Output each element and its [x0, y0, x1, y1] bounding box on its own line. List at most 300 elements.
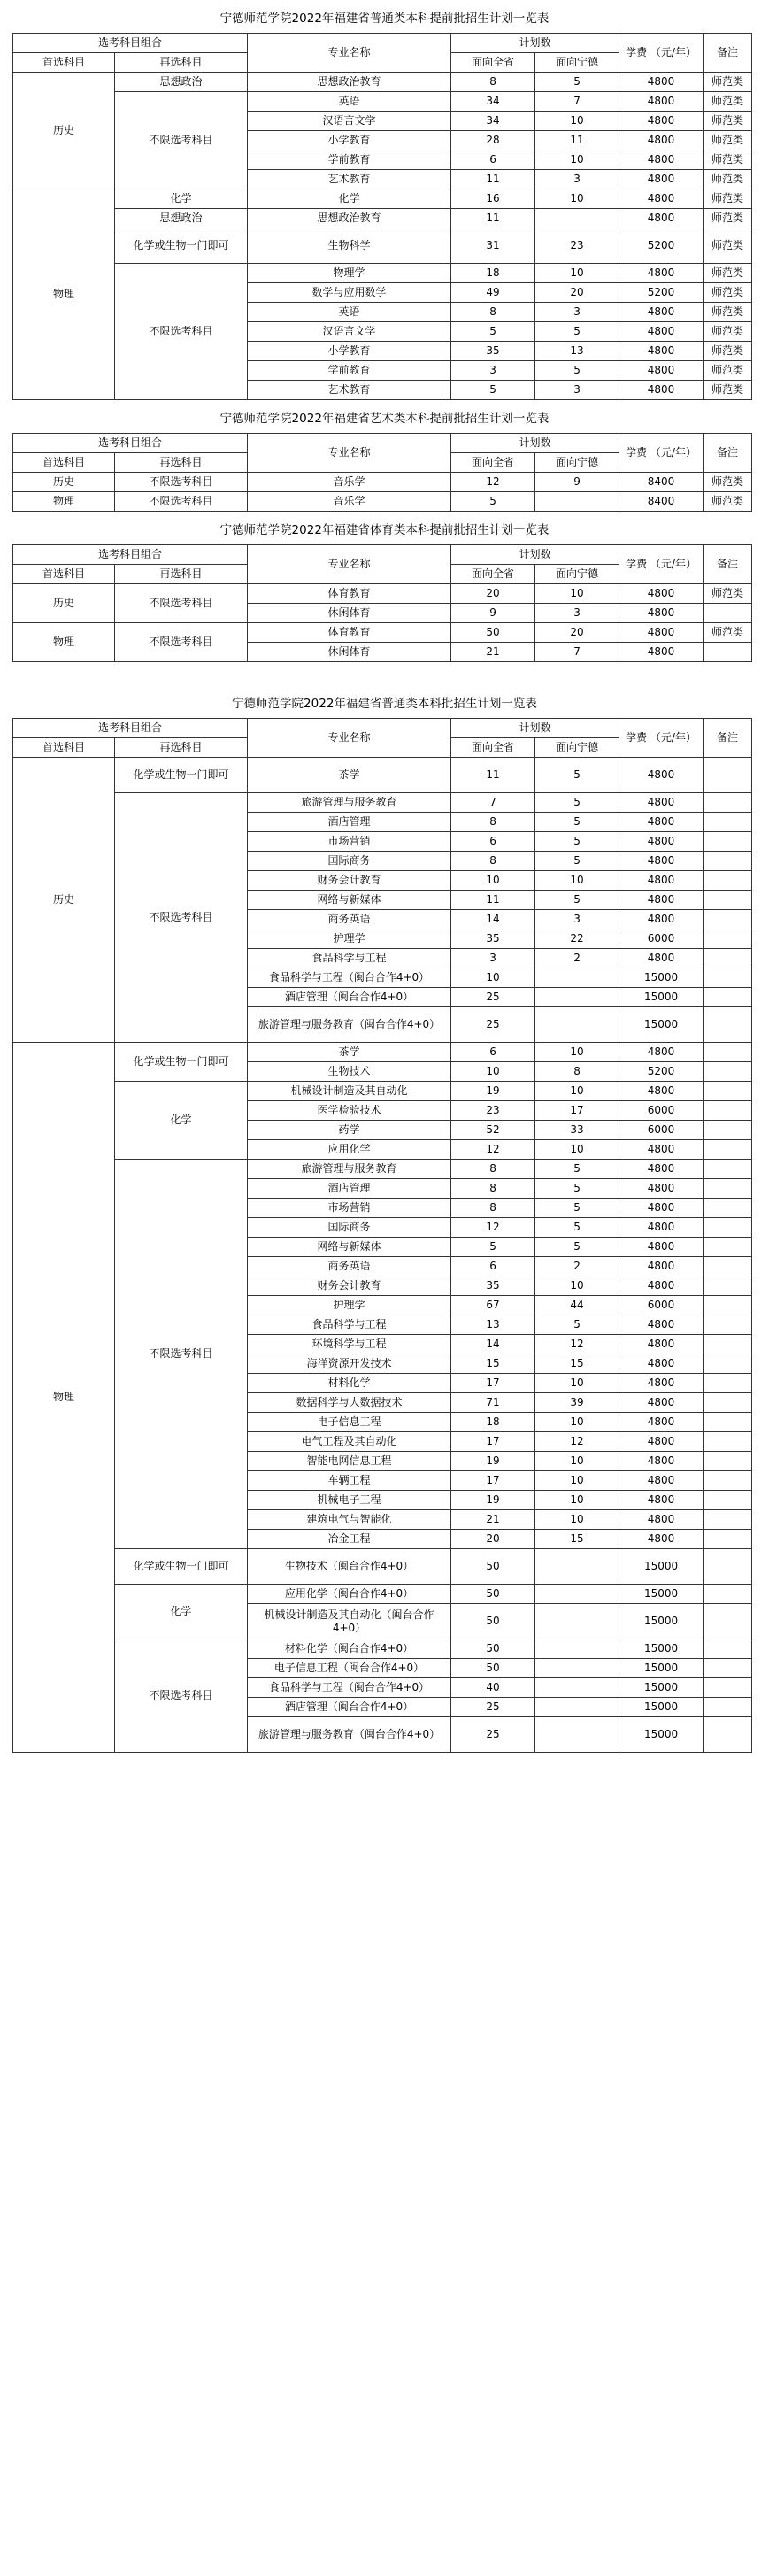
tuition-fee: 4800 — [619, 150, 704, 170]
plan-ningde: 10 — [535, 871, 619, 891]
remark — [704, 1678, 752, 1698]
second-subject-cell: 化学 — [115, 189, 248, 209]
remark — [704, 1585, 752, 1604]
plan-ningde: 10 — [535, 1413, 619, 1432]
remark: 师范类 — [704, 264, 752, 283]
plan-province: 18 — [451, 1413, 535, 1432]
major-name: 数学与应用数学 — [248, 283, 451, 303]
major-name: 酒店管理 — [248, 813, 451, 832]
remark — [704, 1413, 752, 1432]
plan-province: 3 — [451, 949, 535, 968]
plan-ningde: 5 — [535, 1160, 619, 1179]
plan-province: 35 — [451, 929, 535, 949]
tuition-fee: 4800 — [619, 604, 704, 623]
tuition-fee: 4800 — [619, 758, 704, 793]
plan-province: 6 — [451, 832, 535, 852]
major-name: 机械电子工程 — [248, 1491, 451, 1510]
major-name: 财务会计教育 — [248, 871, 451, 891]
table-row — [13, 189, 752, 209]
second-subject-cell: 化学或生物一门即可 — [115, 1549, 248, 1585]
tuition-fee: 4800 — [619, 73, 704, 92]
plan-ningde: 13 — [535, 342, 619, 361]
table-row — [13, 1082, 752, 1101]
plan-ningde — [535, 1678, 619, 1698]
major-name: 音乐学 — [248, 492, 451, 512]
header-fee: 学费 （元/年） — [619, 545, 704, 584]
plan-province: 19 — [451, 1452, 535, 1471]
major-name: 材料化学 — [248, 1374, 451, 1393]
plan-table — [12, 33, 752, 400]
tuition-fee: 4800 — [619, 303, 704, 322]
remark — [704, 1639, 752, 1659]
tuition-fee: 8400 — [619, 492, 704, 512]
remark: 师范类 — [704, 150, 752, 170]
table-row — [13, 1043, 752, 1062]
major-name: 化学 — [248, 189, 451, 209]
header-plan-prov: 面向全省 — [451, 53, 535, 73]
tuition-fee: 4800 — [619, 949, 704, 968]
plan-ningde — [535, 1717, 619, 1753]
plan-province: 8 — [451, 303, 535, 322]
major-name: 电子信息工程（闽台合作4+0） — [248, 1659, 451, 1678]
major-name: 旅游管理与服务教育 — [248, 793, 451, 813]
header-plan: 计划数 — [451, 434, 619, 453]
plan-ningde: 44 — [535, 1296, 619, 1315]
remark — [704, 1160, 752, 1179]
table-row — [13, 473, 752, 492]
tuition-fee: 15000 — [619, 1717, 704, 1753]
plan-ningde: 12 — [535, 1432, 619, 1452]
tuition-fee: 15000 — [619, 1604, 704, 1639]
plan-ningde: 10 — [535, 1491, 619, 1510]
tuition-fee: 4800 — [619, 342, 704, 361]
header-combo: 选考科目组合 — [13, 34, 248, 53]
remark: 师范类 — [704, 189, 752, 209]
plan-province: 25 — [451, 1717, 535, 1753]
plan-ningde — [535, 209, 619, 228]
remark: 师范类 — [704, 492, 752, 512]
major-name: 艺术教育 — [248, 170, 451, 189]
tuition-fee: 6000 — [619, 929, 704, 949]
header-plan-prov: 面向全省 — [451, 738, 535, 758]
tuition-fee: 5200 — [619, 283, 704, 303]
header-row — [13, 434, 752, 453]
remark — [704, 910, 752, 929]
header-major: 专业名称 — [248, 545, 451, 584]
tuition-fee: 4800 — [619, 1452, 704, 1471]
header-second: 再选科目 — [115, 453, 248, 473]
plan-ningde: 10 — [535, 1276, 619, 1296]
major-name: 酒店管理 — [248, 1179, 451, 1199]
plan-province: 50 — [451, 1659, 535, 1678]
plan-ningde: 10 — [535, 1510, 619, 1530]
remark — [704, 1393, 752, 1413]
plan-ningde: 39 — [535, 1393, 619, 1413]
remark: 师范类 — [704, 283, 752, 303]
plan-province: 6 — [451, 1257, 535, 1276]
header-first: 首选科目 — [13, 453, 115, 473]
major-name: 休闲体育 — [248, 643, 451, 662]
remark: 师范类 — [704, 322, 752, 342]
second-subject-cell: 不限选考科目 — [115, 1639, 248, 1753]
table-row — [13, 584, 752, 604]
header-plan: 计划数 — [451, 545, 619, 565]
plan-ningde: 15 — [535, 1530, 619, 1549]
tuition-fee: 4800 — [619, 189, 704, 209]
plan-ningde: 20 — [535, 623, 619, 643]
plan-ningde: 5 — [535, 1238, 619, 1257]
major-name: 海洋资源开发技术 — [248, 1354, 451, 1374]
table-row — [13, 1639, 752, 1659]
plan-province: 10 — [451, 871, 535, 891]
major-name: 电子信息工程 — [248, 1413, 451, 1432]
major-name: 思想政治教育 — [248, 73, 451, 92]
plan-province: 11 — [451, 209, 535, 228]
header-fee: 学费 （元/年） — [619, 34, 704, 73]
tuition-fee: 6000 — [619, 1101, 704, 1121]
tuition-fee: 4800 — [619, 891, 704, 910]
tuition-fee: 4800 — [619, 1393, 704, 1413]
major-name: 机械设计制造及其自动化 — [248, 1082, 451, 1101]
plan-ningde: 33 — [535, 1121, 619, 1140]
plan-province: 50 — [451, 1585, 535, 1604]
tuition-fee: 4800 — [619, 910, 704, 929]
header-plan: 计划数 — [451, 34, 619, 53]
table-title: 宁德师范学院2022年福建省普通类本科批招生计划一览表 — [232, 697, 537, 711]
header-first: 首选科目 — [13, 53, 115, 73]
plan-ningde — [535, 1585, 619, 1604]
plan-ningde — [535, 1698, 619, 1717]
header-first: 首选科目 — [13, 565, 115, 584]
plan-table — [12, 718, 752, 1753]
tuition-fee: 4800 — [619, 1082, 704, 1101]
plan-province: 67 — [451, 1296, 535, 1315]
plan-ningde: 5 — [535, 322, 619, 342]
plan-ningde: 9 — [535, 473, 619, 492]
major-name: 市场营销 — [248, 1199, 451, 1218]
tuition-fee: 4800 — [619, 322, 704, 342]
header-plan-prov: 面向全省 — [451, 453, 535, 473]
tuition-fee: 4800 — [619, 170, 704, 189]
remark — [704, 758, 752, 793]
plan-province: 8 — [451, 813, 535, 832]
major-name: 应用化学 — [248, 1140, 451, 1160]
plan-province: 5 — [451, 322, 535, 342]
major-name: 体育教育 — [248, 623, 451, 643]
plan-ningde: 10 — [535, 1140, 619, 1160]
tuition-fee: 4800 — [619, 1160, 704, 1179]
major-name: 国际商务 — [248, 852, 451, 871]
second-subject-cell: 不限选考科目 — [115, 492, 248, 512]
header-plan-prov: 面向全省 — [451, 565, 535, 584]
tuition-fee: 4800 — [619, 1491, 704, 1510]
major-name: 英语 — [248, 303, 451, 322]
tuition-fee: 4800 — [619, 1257, 704, 1276]
header-plan-nd: 面向宁德 — [535, 453, 619, 473]
plan-province: 50 — [451, 1639, 535, 1659]
tuition-fee: 4800 — [619, 1374, 704, 1393]
remark — [704, 1101, 752, 1121]
plan-ningde — [535, 1604, 619, 1639]
second-subject-cell: 不限选考科目 — [115, 793, 248, 1043]
major-name: 电气工程及其自动化 — [248, 1432, 451, 1452]
remark: 师范类 — [704, 209, 752, 228]
second-subject-cell: 化学或生物一门即可 — [115, 228, 248, 264]
major-name: 食品科学与工程 — [248, 949, 451, 968]
remark: 师范类 — [704, 623, 752, 643]
plan-province: 16 — [451, 189, 535, 209]
header-plan: 计划数 — [451, 719, 619, 738]
remark: 师范类 — [704, 303, 752, 322]
plan-ningde: 10 — [535, 1471, 619, 1491]
header-row — [13, 34, 752, 53]
remark — [704, 832, 752, 852]
plan-province: 8 — [451, 1199, 535, 1218]
header-major: 专业名称 — [248, 434, 451, 473]
plan-ningde — [535, 1007, 619, 1043]
table-row — [13, 793, 752, 813]
second-subject-cell: 不限选考科目 — [115, 584, 248, 623]
plan-province: 6 — [451, 150, 535, 170]
major-name: 旅游管理与服务教育（闽台合作4+0） — [248, 1007, 451, 1043]
plan-ningde: 10 — [535, 1452, 619, 1471]
tuition-fee: 15000 — [619, 1007, 704, 1043]
plan-province: 18 — [451, 264, 535, 283]
plan-ningde: 10 — [535, 189, 619, 209]
remark — [704, 1698, 752, 1717]
major-name: 护理学 — [248, 929, 451, 949]
plan-ningde: 10 — [535, 150, 619, 170]
plan-province: 31 — [451, 228, 535, 264]
plan-province: 35 — [451, 1276, 535, 1296]
remark — [704, 1549, 752, 1585]
remark: 师范类 — [704, 473, 752, 492]
first-subject-cell: 物理 — [13, 189, 115, 400]
remark — [704, 1717, 752, 1753]
tuition-fee: 4800 — [619, 1179, 704, 1199]
plan-province: 52 — [451, 1121, 535, 1140]
tuition-fee: 15000 — [619, 1585, 704, 1604]
first-subject-cell: 历史 — [13, 473, 115, 492]
plan-province: 34 — [451, 92, 535, 112]
header-note: 备注 — [704, 34, 752, 73]
tuition-fee: 4800 — [619, 623, 704, 643]
plan-ningde — [535, 492, 619, 512]
major-name: 生物技术（闽台合作4+0） — [248, 1549, 451, 1585]
remark — [704, 949, 752, 968]
first-subject-cell: 物理 — [13, 492, 115, 512]
tuition-fee: 4800 — [619, 1354, 704, 1374]
second-subject-cell: 思想政治 — [115, 209, 248, 228]
plan-table — [12, 433, 752, 512]
plan-ningde — [535, 988, 619, 1007]
plan-province: 7 — [451, 793, 535, 813]
plan-ningde: 22 — [535, 929, 619, 949]
remark: 师范类 — [704, 170, 752, 189]
plan-ningde: 5 — [535, 891, 619, 910]
plan-province: 11 — [451, 891, 535, 910]
plan-province: 20 — [451, 584, 535, 604]
plan-province: 12 — [451, 473, 535, 492]
tuition-fee: 4800 — [619, 1140, 704, 1160]
plan-province: 14 — [451, 910, 535, 929]
plan-province: 19 — [451, 1082, 535, 1101]
plan-province: 5 — [451, 381, 535, 400]
major-name: 音乐学 — [248, 473, 451, 492]
tuition-fee: 15000 — [619, 968, 704, 988]
tuition-fee: 4800 — [619, 361, 704, 381]
tuition-fee: 15000 — [619, 1639, 704, 1659]
remark — [704, 1238, 752, 1257]
plan-ningde: 10 — [535, 1043, 619, 1062]
major-name: 智能电网信息工程 — [248, 1452, 451, 1471]
plan-province: 15 — [451, 1354, 535, 1374]
plan-ningde: 10 — [535, 1374, 619, 1393]
tuition-fee: 4800 — [619, 1335, 704, 1354]
table-row — [13, 1585, 752, 1604]
tuition-fee: 4800 — [619, 381, 704, 400]
second-subject-cell: 化学或生物一门即可 — [115, 758, 248, 793]
remark: 师范类 — [704, 361, 752, 381]
plan-province: 50 — [451, 1604, 535, 1639]
tuition-fee: 4800 — [619, 1471, 704, 1491]
plan-province: 10 — [451, 1062, 535, 1082]
table-title: 宁德师范学院2022年福建省体育类本科提前批招生计划一览表 — [219, 523, 550, 537]
plan-province: 12 — [451, 1218, 535, 1238]
remark — [704, 1354, 752, 1374]
plan-ningde: 3 — [535, 381, 619, 400]
major-name: 酒店管理（闽台合作4+0） — [248, 988, 451, 1007]
major-name: 护理学 — [248, 1296, 451, 1315]
plan-province: 17 — [451, 1471, 535, 1491]
remark — [704, 604, 752, 623]
remark: 师范类 — [704, 112, 752, 131]
table-row — [13, 1160, 752, 1179]
plan-ningde: 2 — [535, 1257, 619, 1276]
remark: 师范类 — [704, 381, 752, 400]
plan-ningde: 12 — [535, 1335, 619, 1354]
plan-province: 11 — [451, 758, 535, 793]
header-plan-nd: 面向宁德 — [535, 565, 619, 584]
header-plan-nd: 面向宁德 — [535, 53, 619, 73]
plan-ningde: 5 — [535, 793, 619, 813]
table-row — [13, 623, 752, 643]
plan-province: 6 — [451, 1043, 535, 1062]
major-name: 食品科学与工程（闽台合作4+0） — [248, 1678, 451, 1698]
tuition-fee: 4800 — [619, 1432, 704, 1452]
tuition-fee: 4800 — [619, 1199, 704, 1218]
remark — [704, 643, 752, 662]
plan-province: 21 — [451, 1510, 535, 1530]
tuition-fee: 4800 — [619, 112, 704, 131]
plan-province: 14 — [451, 1335, 535, 1354]
plan-province: 50 — [451, 623, 535, 643]
major-name: 环境科学与工程 — [248, 1335, 451, 1354]
major-name: 财务会计教育 — [248, 1276, 451, 1296]
remark — [704, 852, 752, 871]
header-second: 再选科目 — [115, 738, 248, 758]
plan-ningde: 15 — [535, 1354, 619, 1374]
tuition-fee: 4800 — [619, 1238, 704, 1257]
header-first: 首选科目 — [13, 738, 115, 758]
remark — [704, 988, 752, 1007]
plan-ningde: 5 — [535, 1199, 619, 1218]
remark — [704, 1659, 752, 1678]
remark — [704, 1491, 752, 1510]
tuition-fee: 4800 — [619, 1413, 704, 1432]
remark — [704, 1007, 752, 1043]
table-row — [13, 492, 752, 512]
remark — [704, 1062, 752, 1082]
tuition-fee: 4800 — [619, 1276, 704, 1296]
tuition-fee: 4800 — [619, 813, 704, 832]
plan-province: 25 — [451, 1007, 535, 1043]
plan-ningde: 5 — [535, 852, 619, 871]
plan-ningde: 3 — [535, 910, 619, 929]
remark — [704, 1296, 752, 1315]
first-subject-cell: 物理 — [13, 1043, 115, 1753]
plan-ningde — [535, 1639, 619, 1659]
plan-province: 8 — [451, 1179, 535, 1199]
header-second: 再选科目 — [115, 565, 248, 584]
plan-province: 11 — [451, 170, 535, 189]
remark — [704, 1082, 752, 1101]
major-name: 汉语言文学 — [248, 322, 451, 342]
header-plan-nd: 面向宁德 — [535, 738, 619, 758]
tuition-fee: 4800 — [619, 131, 704, 150]
header-major: 专业名称 — [248, 719, 451, 758]
remark: 师范类 — [704, 92, 752, 112]
major-name: 体育教育 — [248, 584, 451, 604]
plan-province: 21 — [451, 643, 535, 662]
remark — [704, 1374, 752, 1393]
plan-province: 40 — [451, 1678, 535, 1698]
major-name: 物理学 — [248, 264, 451, 283]
plan-province: 19 — [451, 1491, 535, 1510]
plan-ningde: 5 — [535, 1315, 619, 1335]
major-name: 车辆工程 — [248, 1471, 451, 1491]
plan-province: 35 — [451, 342, 535, 361]
second-subject-cell: 化学 — [115, 1082, 248, 1160]
plan-ningde: 10 — [535, 112, 619, 131]
header-major: 专业名称 — [248, 34, 451, 73]
plan-province: 5 — [451, 492, 535, 512]
plan-ningde: 7 — [535, 643, 619, 662]
tuition-fee: 4800 — [619, 1510, 704, 1530]
major-name: 茶学 — [248, 758, 451, 793]
remark — [704, 871, 752, 891]
table-title: 宁德师范学院2022年福建省普通类本科提前批招生计划一览表 — [219, 12, 550, 26]
plan-province: 8 — [451, 852, 535, 871]
remark: 师范类 — [704, 228, 752, 264]
plan-province: 71 — [451, 1393, 535, 1413]
major-name: 市场营销 — [248, 832, 451, 852]
remark — [704, 1510, 752, 1530]
plan-province: 25 — [451, 1698, 535, 1717]
plan-ningde: 3 — [535, 170, 619, 189]
major-name: 艺术教育 — [248, 381, 451, 400]
major-name: 冶金工程 — [248, 1530, 451, 1549]
plan-province: 17 — [451, 1374, 535, 1393]
remark: 师范类 — [704, 342, 752, 361]
table-row — [13, 1549, 752, 1585]
major-name: 酒店管理（闽台合作4+0） — [248, 1698, 451, 1717]
second-subject-cell: 化学或生物一门即可 — [115, 1043, 248, 1082]
major-name: 机械设计制造及其自动化（闽台合作4+0） — [248, 1604, 451, 1639]
tuition-fee: 4800 — [619, 584, 704, 604]
plan-table — [12, 544, 752, 662]
remark — [704, 1043, 752, 1062]
